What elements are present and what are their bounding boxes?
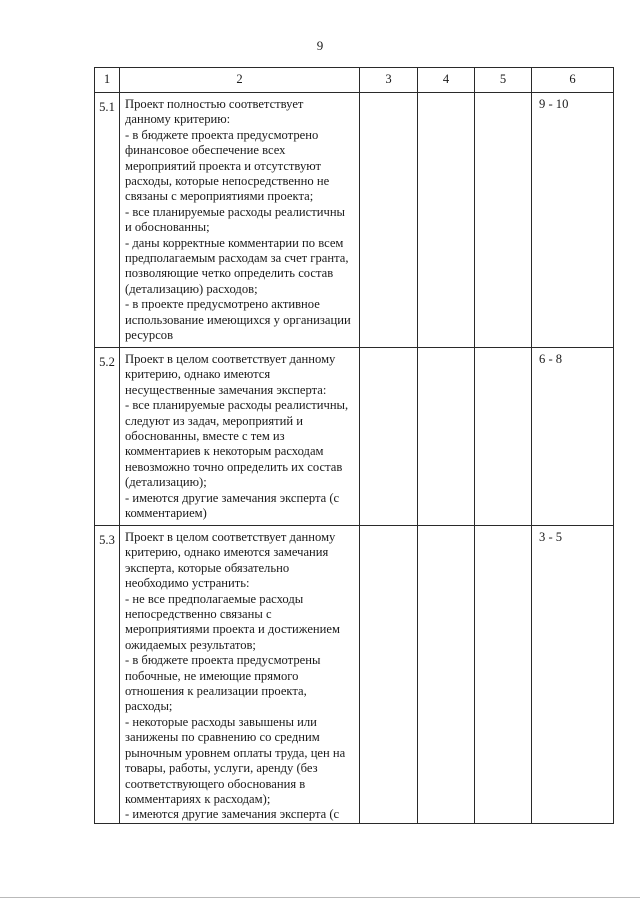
description-line: ресурсов [125, 328, 174, 343]
description-line: - в бюджете проекта предусмотрены [125, 653, 321, 668]
description-line: рыночным уровнем оплаты труда, цен на [125, 745, 346, 760]
description-line: мероприятий проекта и отсутствуют [125, 158, 321, 173]
description-line: расходы, которые непосредственно не [125, 174, 330, 189]
empty-cell-col-3 [360, 526, 418, 824]
table-header-row [95, 68, 614, 93]
description-line: - имеются другие замечания эксперта (с [125, 490, 340, 505]
description-line: ожидаемых результатов; [125, 637, 256, 652]
description-line: - в проекте предусмотрено активное [125, 297, 320, 312]
description-line: комментариев к некоторым расходам [125, 444, 324, 459]
description-line: несущественные замечания эксперта: [125, 382, 327, 397]
description-line: критерию, однако имеются замечания [125, 545, 329, 560]
table-row [95, 526, 614, 824]
description-line: - не все предполагаемые расходы [125, 591, 304, 606]
description-line: финансовое обеспечение всех [125, 143, 286, 158]
empty-cell-col-4 [418, 348, 475, 526]
description-line: соответствующего обоснования в [125, 776, 306, 791]
page-bottom-rule [0, 897, 640, 898]
description-line: - даны корректные комментарии по всем [125, 235, 344, 250]
description-line: побочные, не имеющие прямого [125, 668, 299, 683]
score-range: 3 - 5 [532, 526, 614, 824]
description-line: отношения к реализации проекта, [125, 684, 307, 699]
criteria-table [94, 67, 614, 824]
criterion-number: 5.2 [95, 348, 120, 526]
table-row [95, 93, 614, 348]
description-line: использование имеющихся у организации [125, 312, 351, 327]
description-line: эксперта, которые обязательно [125, 560, 290, 575]
description-line: - имеются другие замечания эксперта (с [125, 807, 340, 822]
column-header-3: 3 [360, 68, 418, 93]
description-line: - все планируемые расходы реалистичны [125, 204, 346, 219]
empty-cell-col-5 [475, 526, 532, 824]
description-line: Проект в целом соответствует данному [125, 352, 336, 366]
empty-cell-col-3 [360, 348, 418, 526]
description-line: расходы; [125, 699, 173, 714]
description-line: предполагаемым расходам за счет гранта, [125, 251, 349, 266]
criterion-description [120, 93, 360, 348]
description-line: - некоторые расходы завышены или [125, 714, 317, 729]
description-line: невозможно точно определить их состав [125, 459, 343, 474]
description-line: позволяющие четко определить состав [125, 266, 334, 281]
description-line: комментариях к расходам); [125, 791, 271, 806]
score-range: 6 - 8 [532, 348, 614, 526]
score-range: 9 - 10 [532, 93, 614, 348]
column-header-6: 6 [532, 68, 614, 93]
criterion-description [120, 526, 360, 824]
empty-cell-col-5 [475, 93, 532, 348]
description-line: непосредственно связаны с [125, 607, 272, 622]
column-header-1: 1 [95, 68, 120, 93]
description-line: необходимо устранить: [125, 576, 250, 591]
description-line: - в бюджете проекта предусмотрено [125, 127, 319, 142]
description-line: Проект в целом соответствует данному [125, 530, 336, 544]
criterion-number: 5.1 [95, 93, 120, 348]
description-line: мероприятиями проекта и достижением [125, 622, 340, 637]
column-header-2: 2 [120, 68, 360, 93]
description-line: - все планируемые расходы реалистичны, [125, 398, 349, 413]
description-line: занижены по сравнению со средним [125, 730, 320, 745]
description-line: Проект полностью соответствует [125, 97, 304, 111]
description-line: следуют из задач, мероприятий и [125, 413, 304, 428]
description-line: комментарием) [125, 506, 207, 521]
description-line: (детализацию) расходов; [125, 281, 258, 296]
table-row [95, 348, 614, 526]
description-line: и обоснованны; [125, 220, 210, 235]
description-line: товары, работы, услуги, аренду (без [125, 761, 318, 776]
description-line: связаны с мероприятиями проекта; [125, 189, 314, 204]
description-line: критерию, однако имеются [125, 367, 271, 382]
criterion-description [120, 348, 360, 526]
empty-cell-col-4 [418, 526, 475, 824]
criterion-number: 5.3 [95, 526, 120, 824]
empty-cell-col-3 [360, 93, 418, 348]
description-line: обоснованны, вместе с тем из [125, 429, 285, 444]
page-number: 9 [316, 38, 324, 53]
description-line: данному критерию: [125, 112, 231, 127]
empty-cell-col-4 [418, 93, 475, 348]
column-header-4: 4 [418, 68, 475, 93]
column-header-5: 5 [475, 68, 532, 93]
description-line: (детализацию); [125, 475, 207, 490]
empty-cell-col-5 [475, 348, 532, 526]
